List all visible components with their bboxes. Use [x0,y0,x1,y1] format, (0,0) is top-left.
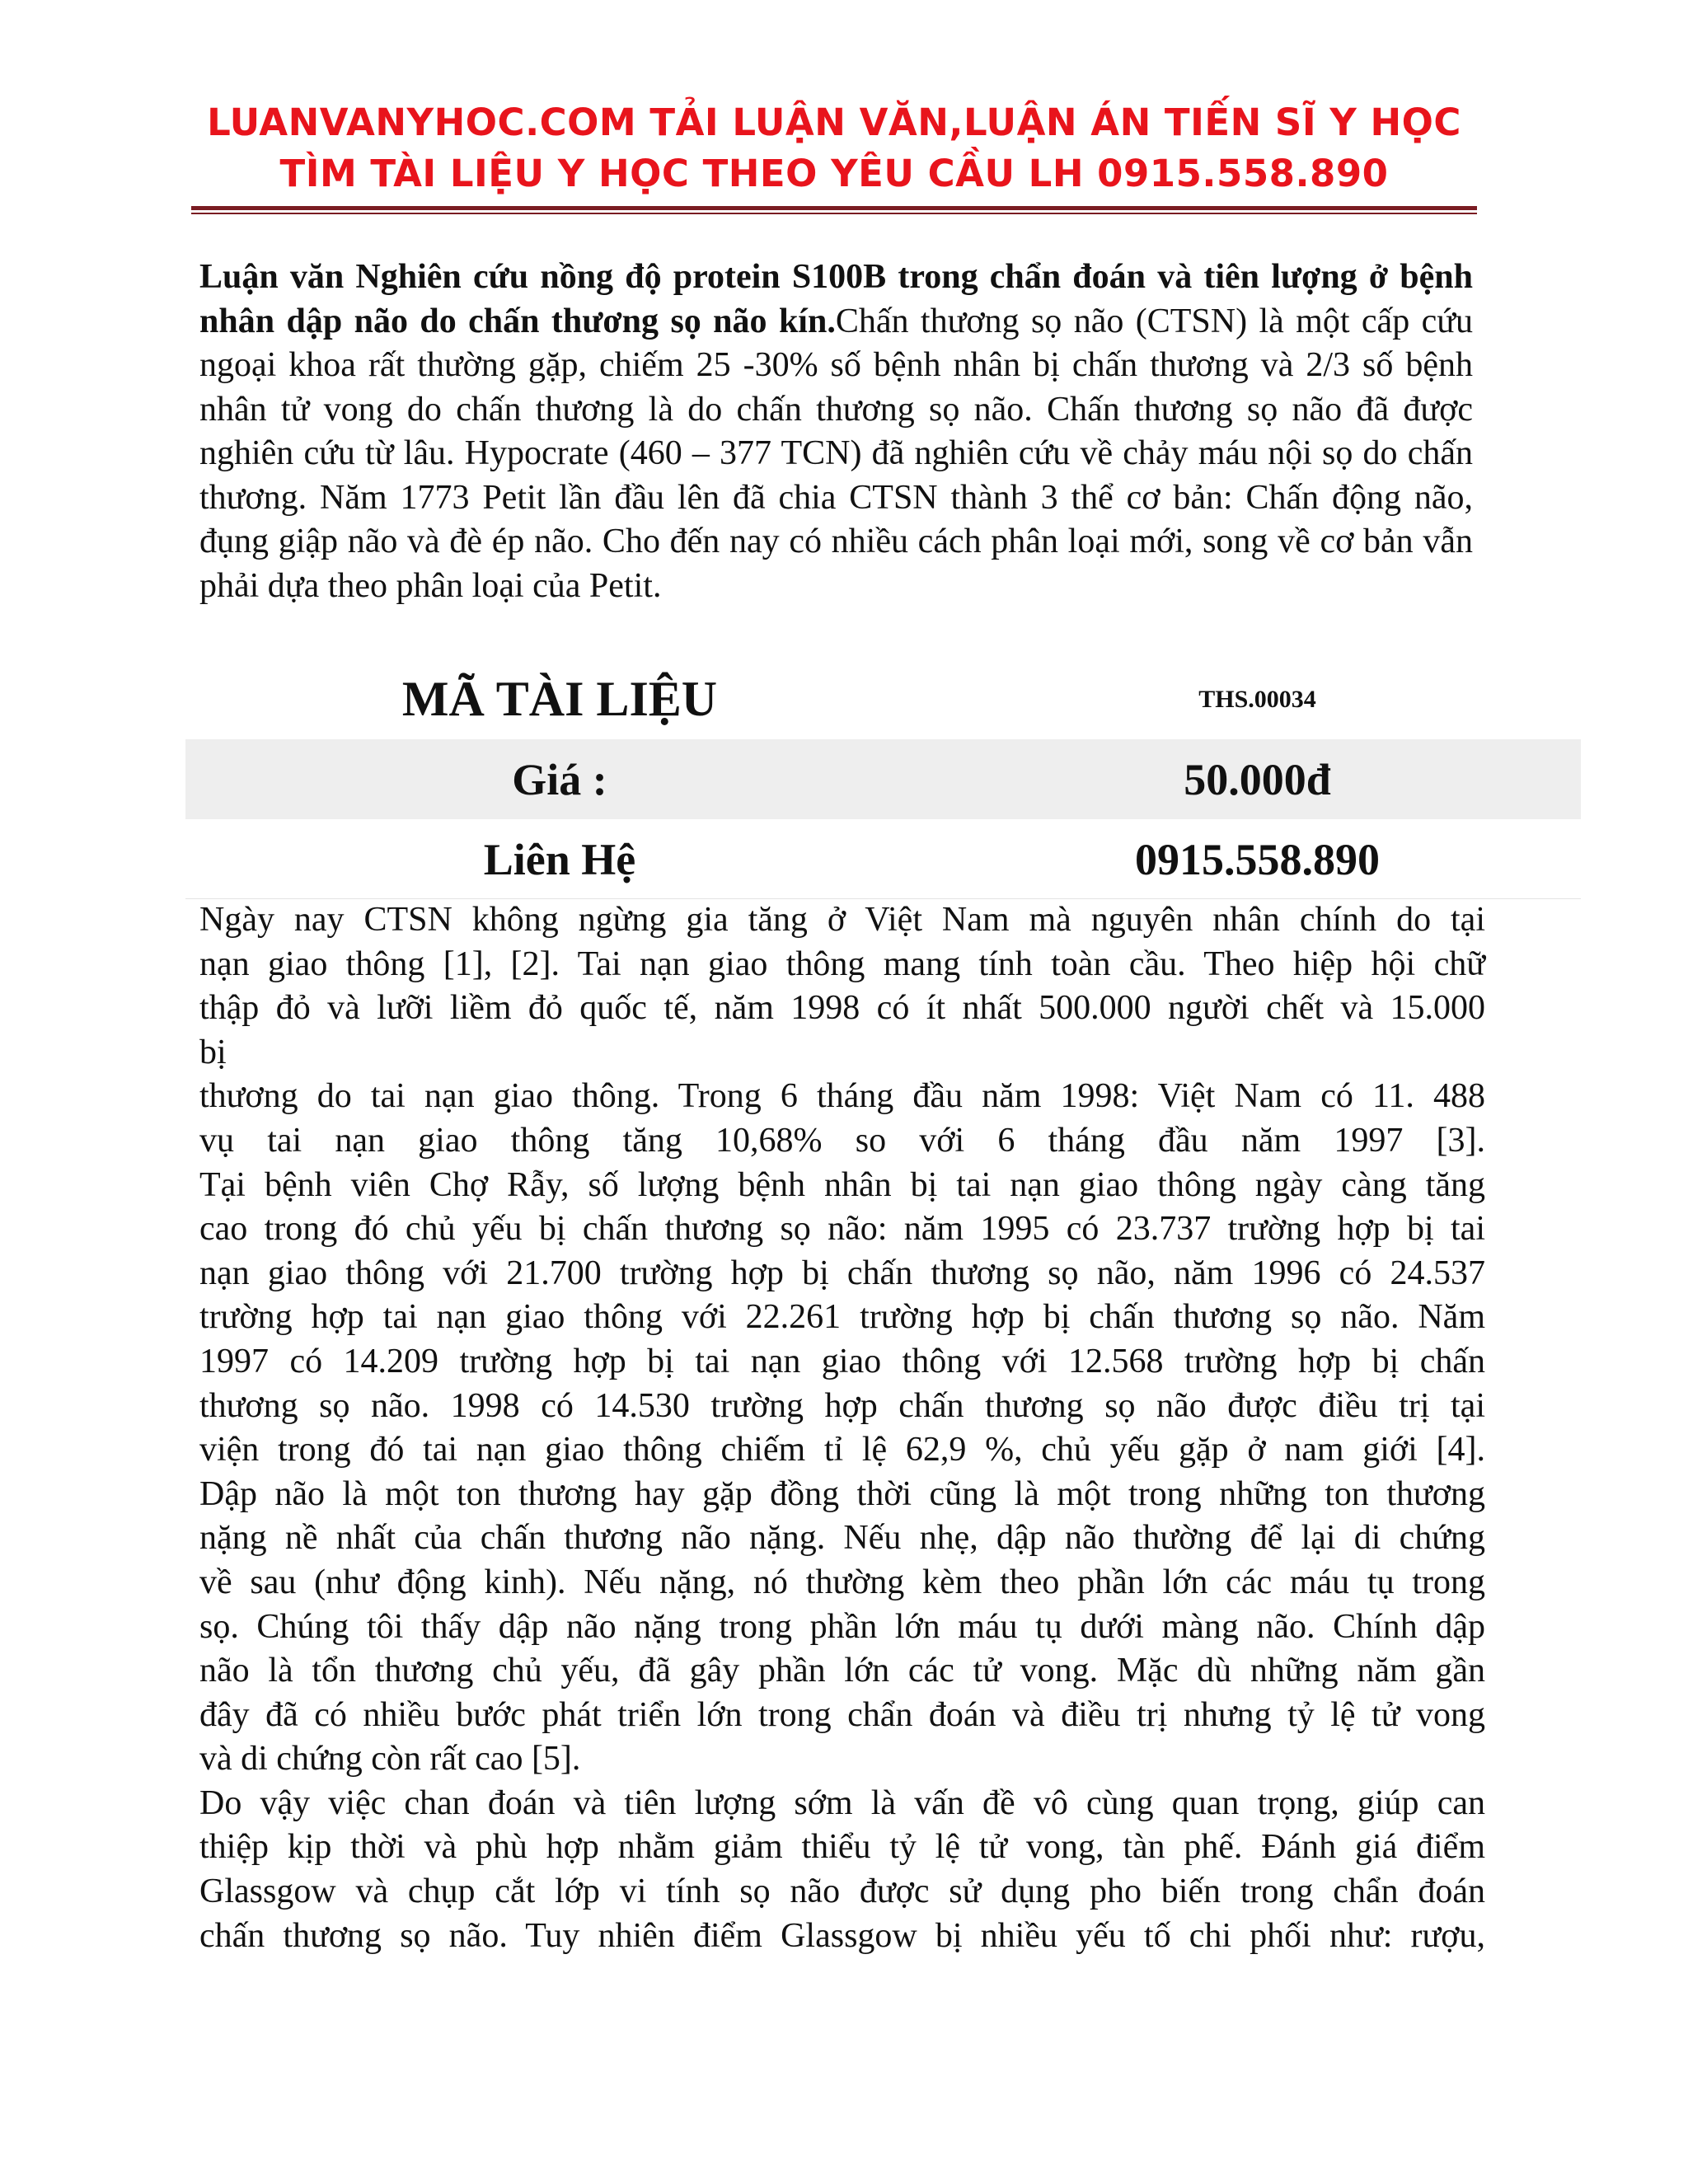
header-divider-thick [191,206,1477,210]
header-line-2: TÌM TÀI LIỆU Y HỌC THEO YÊU CẦU LH 0915.558.890 [279,152,1389,195]
info-row-code [185,659,1581,739]
body-line: đây đã có nhiều bước phát triển lớn trong chẩn đoán và điều trị nhưng tỷ lệ tử vong [199,1695,1485,1734]
contact-phone: 0915.558.890 [1135,834,1380,884]
document-info-table [185,659,1581,899]
code-value: THS.00034 [1198,685,1316,713]
body-line: não là tổn thương chủ yếu, đã gây phần lớn các tử vong. Mặc dù những năm gần [199,1652,1485,1690]
body-line: bị [199,1033,227,1071]
code-label: MÃ TÀI LIỆU [401,672,718,726]
intro-paragraph [199,255,1473,608]
body-line: cao trong đó chủ yếu bị chấn thương sọ não: năm 1995 có 23.737 trường hợp bị tai [199,1210,1485,1249]
body-line: Glassgow và chụp cắt lớp vi tính sọ não được sử dụng pho biến trong chẩn đoán [199,1872,1485,1911]
body-line: thập đỏ và lưỡi liềm đỏ quốc tế, năm 1998 có ít nhất 500.000 người chết và 15.000 [199,989,1485,1028]
header-divider-thin [191,213,1477,214]
document-title: Luận văn Nghiên cứu nồng độ protein S100B trong chẩn đoán và tiên lượng ở bệnh nhân dập não do chấn thương sọ não kín. [199,258,1473,340]
body-line: trường hợp tai nạn giao thông với 22.261 trường hợp bị chấn thương sọ não. Năm [199,1298,1485,1337]
body-line: và di chứng còn rất cao [5]. [199,1740,581,1779]
price-label: Giá : [512,754,607,804]
intro-text: Chấn thương sọ não (CTSN) là một cấp cứu ngoại khoa rất thường gặp, chiếm 25 -30% số bệnh nhân bị chấn thương và 2/3 số bệnh nhân tử vong do chấn thương là do chấn thương sọ não. Chấn thương sọ não đã được nghiên cứu từ lâu. Hypocrate (460 – 377 TCN) đã nghiên cứu về chảy máu nội sọ do chấn thương. Năm 1773 Petit lần đầu lên đã chia CTSN thành 3 thể cơ bản: Chấn động não, đụng giập não và đè ép não. Cho đến nay có nhiều cách phân loại mới, song về cơ bản vẫn phải dựa theo phân loại của Petit. [199,302,1474,605]
body-line: Do vậy việc chan đoán và tiên lượng sớm là vấn đề vô cùng quan trọng, giúp can [199,1783,1485,1822]
body-line: về sau (như động kinh). Nếu nặng, nó thường kèm theo phần lớn các máu tụ trong [199,1563,1485,1601]
site-header [191,97,1477,199]
body-line: thiệp kịp thời và phù hợp nhằm giảm thiểu tỷ lệ tử vong, tàn phế. Đánh giá điểm [199,1828,1485,1867]
body-line: Ngày nay CTSN không ngừng gia tăng ở Việt Nam mà nguyên nhân chính do tại [199,901,1485,939]
body-line: vụ tai nạn giao thông tăng 10,68% so với 6 tháng đầu năm 1997 [3]. [199,1121,1485,1160]
body-text [199,898,1485,1958]
info-row-contact [185,819,1581,899]
header-line-1: LUANVANYHOC.COM TẢI LUẬN VĂN,LUẬN ÁN TIẾN SĨ Y HỌC [207,101,1461,144]
contact-label: Liên Hệ [483,834,636,884]
body-line: nạn giao thông [1], [2]. Tai nạn giao thông mang tính toàn cầu. Theo hiệp hội chữ [199,944,1485,983]
body-line: Dập não là một ton thương hay gặp đồng thời cũng là một trong những ton thương [199,1474,1485,1513]
body-line: thương do tai nạn giao thông. Trong 6 tháng đầu năm 1998: Việt Nam có 11. 488 [199,1077,1485,1116]
price-value: 50.000đ [1184,754,1331,804]
body-line: sọ. Chúng tôi thấy dập não nặng trong phần lớn máu tụ dưới màng não. Chính dập [199,1607,1485,1646]
body-line: viện trong đó tai nạn giao thông chiếm tỉ lệ 62,9 %, chủ yếu gặp ở nam giới [4]. [199,1431,1485,1469]
body-line: nạn giao thông với 21.700 trường hợp bị chấn thương sọ não, năm 1996 có 24.537 [199,1254,1485,1292]
body-line: 1997 có 14.209 trường hợp bị tai nạn giao thông với 12.568 trường hợp bị chấn [199,1342,1485,1380]
body-line: nặng nề nhất của chấn thương não nặng. Nếu nhẹ, dập não thường để lại di chứng [199,1519,1485,1558]
info-row-price [185,739,1581,819]
body-line: thương sọ não. 1998 có 14.530 trường hợp chấn thương sọ não được điều trị tại [199,1386,1485,1425]
body-line: chấn thương sọ não. Tuy nhiên điểm Glassgow bị nhiều yếu tố chi phối như: rượu, [199,1916,1485,1955]
body-line: Tại bệnh viên Chợ Rẫy, số lượng bệnh nhân bị tai nạn giao thông ngày càng tăng [199,1165,1485,1204]
